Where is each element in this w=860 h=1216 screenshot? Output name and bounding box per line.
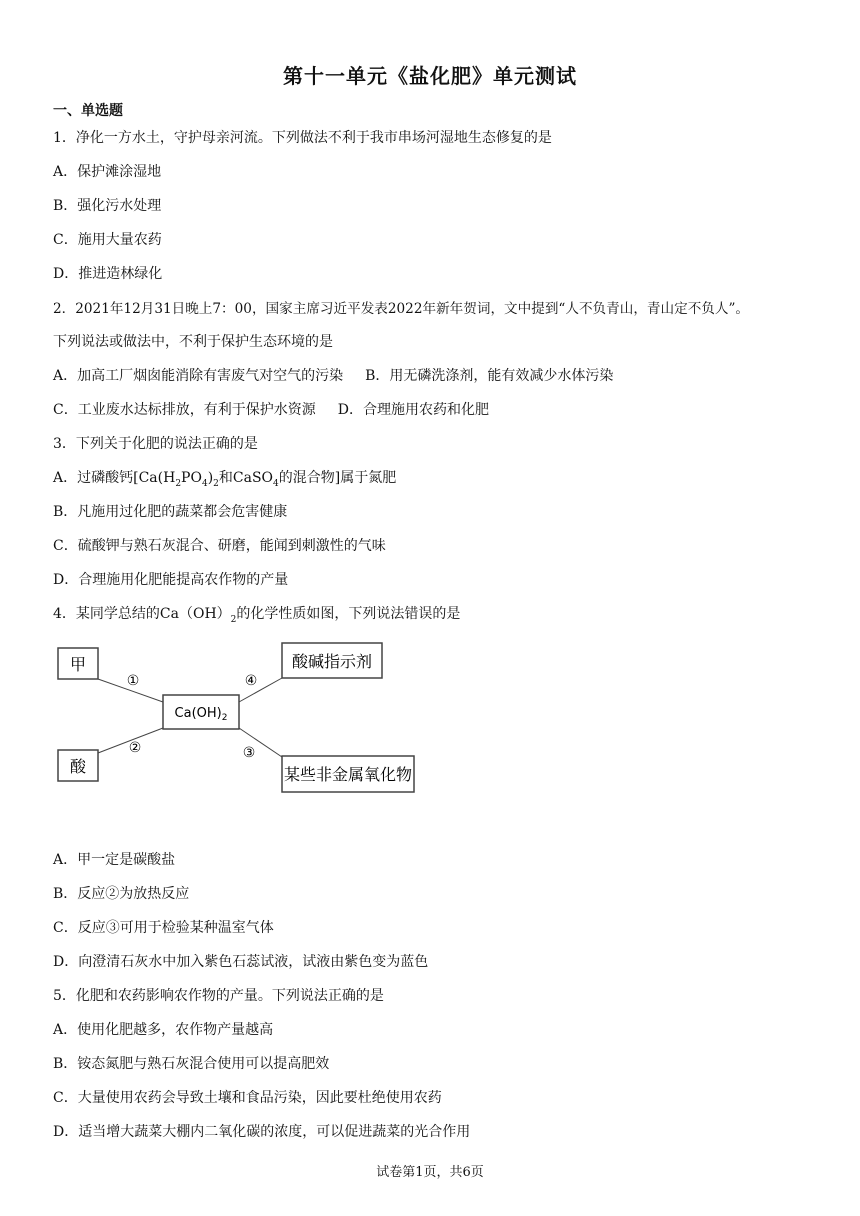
question-2-option-b: B．用无磷洗涤剂，能有效减少水体污染 bbox=[365, 368, 614, 384]
circled-number-2: ② bbox=[128, 740, 142, 756]
question-1-option-c: C．施用大量农药 bbox=[53, 232, 162, 248]
question-4-option-d: D．向澄清石灰水中加入紫色石蕊试液，试液由紫色变为蓝色 bbox=[53, 954, 429, 970]
option-a-text: 的混合物]属于氮肥 bbox=[278, 470, 397, 486]
circled-number-1: ① bbox=[126, 673, 140, 689]
label-jia: 甲 bbox=[69, 655, 87, 674]
question-5-stem: 5．化肥和农药影响农作物的产量。下列说法正确的是 bbox=[53, 988, 384, 1004]
question-5-option-d: D．适当增大蔬菜大棚内二氧化碳的浓度，可以促进蔬菜的光合作用 bbox=[53, 1124, 471, 1140]
question-2-options-cd bbox=[53, 399, 489, 419]
question-1-option-a: A．保护滩涂湿地 bbox=[53, 164, 162, 180]
question-3-option-c: C．硫酸钾与熟石灰混合、研磨，能闻到刺激性的气味 bbox=[53, 538, 386, 554]
question-2-stem-line2: 下列说法或做法中，不利于保护生态环境的是 bbox=[53, 334, 333, 350]
option-a-text: A．过磷酸钙[Ca(H bbox=[53, 470, 176, 486]
subscript: 2 bbox=[230, 614, 237, 625]
subscript: 4 bbox=[201, 478, 208, 489]
question-5-option-b: B．铵态氮肥与熟石灰混合使用可以提高肥效 bbox=[53, 1056, 330, 1072]
question-4-option-c: C．反应③可用于检验某种温室气体 bbox=[53, 920, 274, 936]
section-heading: 一、单选题 bbox=[53, 103, 123, 119]
label-acid: 酸 bbox=[69, 757, 87, 776]
question-3-stem: 3．下列关于化肥的说法正确的是 bbox=[53, 436, 258, 452]
question-1-option-b: B．强化污水处理 bbox=[53, 198, 162, 214]
subscript: 2 bbox=[175, 478, 182, 489]
question-3-option-d: D．合理施用化肥能提高农作物的产量 bbox=[53, 572, 289, 588]
question-1-option-d: D．推进造林绿化 bbox=[53, 266, 163, 282]
stem-text: 4．某同学总结的Ca（OH） bbox=[53, 606, 231, 622]
question-2-options-ab bbox=[53, 365, 613, 385]
question-2-option-d: D．合理施用农药和化肥 bbox=[337, 402, 489, 418]
label-oxide: 某些非金属氧化物 bbox=[283, 765, 413, 784]
center-subscript: 2 bbox=[221, 713, 228, 723]
question-4-stem bbox=[53, 603, 460, 625]
question-3-option-b: B．凡施用过化肥的蔬菜都会危害健康 bbox=[53, 504, 288, 520]
subscript: 2 bbox=[213, 478, 219, 489]
question-4-option-b: B．反应②为放热反应 bbox=[53, 886, 190, 902]
question-5-option-a: A．使用化肥越多，农作物产量越高 bbox=[53, 1022, 274, 1038]
page-footer: 试卷第1页，共6页 bbox=[376, 1165, 484, 1180]
option-a-text: ) bbox=[207, 470, 214, 486]
question-2-stem-line1: 2．2021年12月31日晚上7：00，国家主席习近平发表2022年新年贺词，文中提到“人不负青山，青山定不负人”。 bbox=[53, 301, 750, 317]
center-formula: Ca(OH) bbox=[174, 706, 222, 721]
subscript: 4 bbox=[273, 478, 279, 489]
label-center bbox=[175, 706, 228, 723]
question-5-option-c: C．大量使用农药会导致土壤和食品污染，因此要杜绝使用农药 bbox=[53, 1090, 442, 1106]
option-a-text: PO bbox=[181, 470, 202, 486]
stem-text: 的化学性质如图，下列说法错误的是 bbox=[236, 606, 461, 622]
question-2-option-a: A．加高工厂烟囱能消除有害废气对空气的污染 bbox=[53, 368, 344, 384]
circled-number-3: ③ bbox=[242, 745, 256, 761]
page-title: 第十一单元《盐化肥》单元测试 bbox=[283, 64, 577, 88]
question-2-option-c: C．工业废水达标排放，有利于保护水资源 bbox=[53, 402, 316, 418]
question-4-option-a: A．甲一定是碳酸盐 bbox=[53, 852, 176, 868]
circled-number-4: ④ bbox=[244, 673, 258, 689]
question-3-option-a bbox=[53, 467, 396, 489]
label-indicator: 酸碱指示剂 bbox=[291, 652, 373, 671]
caoh2-property-diagram bbox=[53, 640, 423, 800]
option-a-text: 和CaSO bbox=[218, 470, 274, 486]
question-1-stem: 1．净化一方水土，守护母亲河流。下列做法不利于我市串场河湿地生态修复的是 bbox=[53, 130, 552, 146]
